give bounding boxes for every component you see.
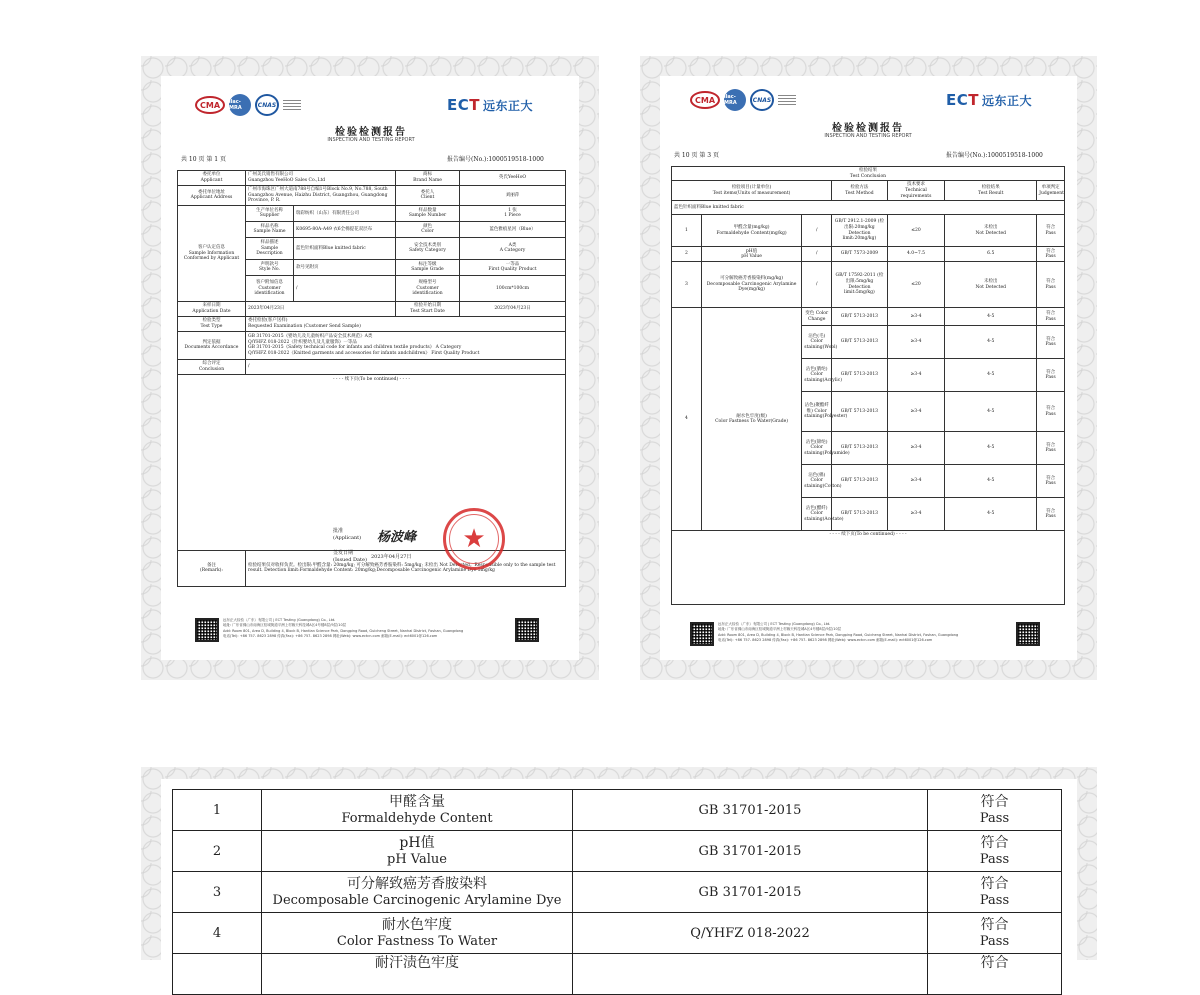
ect-logo: ECT 远东正大 — [447, 96, 534, 114]
value-test-type: 委托检验(客户送样) Requested Examination (Customer Send Sample) — [246, 316, 566, 331]
continued-note: - - - - 续下页(To be continued) - - - - — [672, 531, 1065, 605]
ect-logo: ECT 远东正大 — [946, 91, 1033, 109]
report-number: 报告编号(No.):1000519518-1000 — [447, 156, 544, 163]
value-brand: 英氏YeeHoO — [460, 171, 566, 186]
sample-name-line: 蓝色针织面料Blue knitted fabric — [672, 201, 1065, 215]
value-address: 广州市海珠区广州大道南788号自编1号Block No.9, No.788, South Guangzhou Avenue, Haizhu District, Guangzhou, Guangdong Province, P. R. — [246, 186, 396, 206]
label-conclusion: 综合评定 Conclusion — [178, 359, 246, 374]
value-extra: / — [294, 275, 396, 301]
cert-text-lines — [778, 95, 796, 105]
report-subtitle: INSPECTION AND TESTING REPORT — [327, 137, 415, 143]
label-sample-info: 客户认定信息 Sample Information Conformed by Applicant — [178, 205, 246, 301]
value-sample-name: K0695-80A-A49 衣6全棉提花双层布 — [294, 221, 396, 237]
qr-code-icon — [690, 622, 714, 646]
conclusion-body — [178, 374, 566, 554]
approver-label: 批准 (Applicant) — [333, 528, 362, 541]
report-number: 报告编号(No.):1000519518-1000 — [946, 152, 1043, 159]
table-row: 沾色(锦纶) Color staining(Polyamide) GB/T 5713-2013 ≥3-4 4-5 符合 Pass — [672, 432, 1065, 465]
table-row: 1 甲醛含量(mg/kg) Formaldehyde Content(mg/kg) / GB/T 2912.1-2009 (检出限:20mg/kg Detection limit:20mg/kg) ≤20 未检出 Not Detected 符合 Pass — [672, 215, 1065, 247]
label-brand: 商标 Brand Name — [396, 171, 460, 186]
label-color: 颜色 Color — [396, 221, 460, 237]
qr-code-icon — [1016, 622, 1040, 646]
value-safety: A类 A Category — [460, 237, 566, 259]
qr-code-icon — [515, 618, 539, 642]
ilac-logo: ilac-MRA — [724, 89, 746, 111]
page-count: 共 10 页 第 1 页 — [181, 156, 226, 163]
star-icon: ★ — [462, 524, 486, 554]
cma-logo: CMA — [690, 91, 720, 109]
summary-table — [172, 789, 1062, 995]
table-row: 1 甲醛含量 Formaldehyde Content GB 31701-2015 符合 Pass — [173, 790, 1062, 831]
footer-info: 远东正大检验（广东）有限公司 | ECT Testing (Guangdong) Co., Ltd. 地址: 广东省佛山市南海区桂城街道平洲上村翰天科技城A区4号楼8层/9层/10层 Add: Room 801, Area D, Building 4, Block B, Hantian Science Park, Dongping Road, Guicheng Street, Nanhai District, Foshan, Guangdong 电话(Tel): +86 757- 8623 2898 传真(Fax): +86 757- 8623 2898 网址(Web): www.ectcn.com 邮箱(E-mail): ect6001@126.com — [223, 618, 464, 638]
cert-text-lines — [283, 100, 301, 110]
zoomed-summary — [141, 767, 1097, 971]
header-judgement: 单项判定 Judgement — [1037, 181, 1065, 201]
label-grade: 标注等级 Sample Grade — [396, 259, 460, 275]
value-spec: 100cm*100cm — [460, 275, 566, 301]
value-applicant: 广州美氏销售有限公司 Guangzhou YeeHoO Sales Co.,Ltd — [246, 171, 396, 186]
page-count: 共 10 页 第 3 页 — [674, 152, 719, 159]
label-applicant: 委托单位 Applicant — [178, 171, 246, 186]
value-client: 刘丽萍 — [460, 186, 566, 206]
continued-note: - - - - 续下页(To be continued) - - - - — [332, 376, 411, 382]
report-page-1 — [141, 56, 599, 680]
header-result: 检验结果 Test Result — [945, 181, 1037, 201]
label-start-date: 检验开始日期 Test Start Date — [396, 301, 460, 316]
cma-logo: CMA — [195, 96, 225, 114]
value-conclusion: / — [246, 359, 566, 374]
qr-code-icon — [195, 618, 219, 642]
header-test-method: 检验方法 Test Method — [832, 181, 888, 201]
test-results-table — [671, 166, 1065, 605]
issued-date-value: 2023年04月27日 — [371, 554, 412, 560]
label-remark: 备注 (Remark): — [178, 550, 246, 586]
label-safety: 安全技术类别 Safety Category — [396, 237, 460, 259]
label-test-type: 检验类型 Test Type — [178, 316, 246, 331]
report-title: 检验检测报告 — [832, 123, 904, 134]
value-supplier: 瑞彩纺织（山东）有限责任公司 — [294, 205, 396, 221]
cert-logos — [195, 94, 301, 116]
cert-logos — [690, 89, 796, 111]
label-spec: 规格型号 Customer identification — [396, 275, 460, 301]
value-sample-number: 1 张 1 Piece — [460, 205, 566, 221]
report-title: 检验检测报告 — [335, 127, 407, 138]
table-row: 沾色(聚酯纤维) Color staining(Polyester) GB/T 5713-2013 ≥3-4 4-5 符合 Pass — [672, 392, 1065, 432]
label-sample-name: 样品名称 Sample Name — [246, 221, 294, 237]
value-basis: GB 31701-2015《婴幼儿及儿童纺织产品安全技术规范》A类 Q/YHFZ 018-2022《针织婴幼儿及儿童服饰》一等品 GB 31701-2015《Safety technical code for infants and children textile products》 A Category Q/YHFZ 018-2022《Knitted garments and accessories for infants andchildren》 First Quality Product — [246, 331, 566, 359]
header-requirements: 技术要求 Technical requirements — [887, 181, 945, 201]
footer-info: 远东正大检验（广东）有限公司 | ECT Testing (Guangdong) Co., Ltd. 地址: 广东省佛山市南海区桂城街道平洲上村翰天科技城A区4号楼8层/9层/10层 Add: Room 801, Area D, Building 4, Block B, Hantian Science Park, Dongping Road, Guicheng Street, Nanhai District, Foshan, Guangdong 电话(Tel): +86 757- 8623 2898 传真(Fax): +86 757- 8623 2898 网址(Web): www.ectcn.com 邮箱(E-mail): ect6001@126.com — [718, 622, 959, 642]
label-extra: 客户附加信息 Customer identification — [246, 275, 294, 301]
value-grade: 一等品 First Quality Product — [460, 259, 566, 275]
value-remark: 检验结果仅对收样负责。检出限:甲醛含量: 20mg/kg; 可分解致癌芳香胺染料: 5mg/kg; 未检出 Not Detected。Responsible only to the sample test result. Detection limit:Formaldehyde Content: 20mg/kg;Decomposable Carcinogenic Arylamine Dye 5mg/kg — [246, 550, 566, 586]
value-description: 蓝色针织面料Blue knitted fabric — [294, 237, 396, 259]
table-row: 2 pH值 pH Value / GB/T 7573-2009 4.0~7.5 6.5 符合 Pass — [672, 247, 1065, 262]
table-row: 耐汗渍色牢度 符合 — [173, 954, 1062, 995]
value-app-date: 2023年04月23日 — [246, 301, 396, 316]
cnas-logo: CNAS — [750, 89, 774, 111]
ilac-logo: ilac-MRA — [229, 94, 251, 116]
label-basis: 判定依据 Documents Accordance — [178, 331, 246, 359]
label-client: 委托人 Client — [396, 186, 460, 206]
cnas-logo: CNAS — [255, 94, 279, 116]
table-row: 2 pH值 pH Value GB 31701-2015 符合 Pass — [173, 831, 1062, 872]
table-row: 4 耐水色牢度(级) Color Fastness To Water(Grade) 变色 Color Change GB/T 5713-2013 ≥3-4 4-5 符合 Pass — [672, 308, 1065, 326]
header-test-items: 检验项目(计量单位) Test items(Units of measurement) — [672, 181, 832, 201]
table-row: 沾色(毛) Color staining(Wool) GB/T 5713-2013 ≥3-4 4-5 符合 Pass — [672, 326, 1065, 359]
table-row: 沾色(棉) Color staining(Cotton) GB/T 5713-2013 ≥3-4 4-5 符合 Pass — [672, 465, 1065, 498]
label-description: 样品描述 Sample Description — [246, 237, 294, 259]
value-style: 款号见附页 — [294, 259, 396, 275]
table-row: 3 可分解致癌芳香胺染料 Decomposable Carcinogenic Arylamine Dye GB 31701-2015 符合 Pass — [173, 872, 1062, 913]
value-start-date: 2023年04月23日 — [460, 301, 566, 316]
official-seal — [443, 508, 505, 570]
applicant-info-table — [177, 170, 566, 587]
label-supplier: 生产单位名称 Supplier — [246, 205, 294, 221]
table-row: 4 耐水色牢度 Color Fastness To Water Q/YHFZ 018-2022 符合 Pass — [173, 913, 1062, 954]
label-app-date: 来样日期 Application Date — [178, 301, 246, 316]
label-style: 声明款号 Style No. — [246, 259, 294, 275]
report-page-3 — [640, 56, 1097, 680]
value-color: 蓝色雅痕星河（Blue） — [460, 221, 566, 237]
label-address: 委托单位地址 Applicant Address — [178, 186, 246, 206]
issued-date-label: 签发日期 (Issued Date) — [333, 550, 367, 563]
table-row: 3 可分解致癌芳香胺染料(mg/kg) Decomposable Carcinogenic Arylamine Dye(mg/kg) / GB/T 17592-2011 (检出限:5mg/kg Detection limit:5mg/kg) ≤20 未检出 Not Detected 符合 Pass — [672, 262, 1065, 308]
table-row: 沾色(腈纶) Color staining(Acrylic) GB/T 5713-2013 ≥3-4 4-5 符合 Pass — [672, 359, 1065, 392]
table-row: 沾色(醋纤) Color staining(Acetate) GB/T 5713-2013 ≥3-4 4-5 符合 Pass — [672, 498, 1065, 531]
label-sample-number: 样品数量 Sample Number — [396, 205, 460, 221]
test-conclusion-header: 检验结果 Test Conclusion — [672, 167, 1065, 181]
approver-signature: 杨波峰 — [377, 530, 417, 545]
report-subtitle: INSPECTION AND TESTING REPORT — [824, 133, 912, 139]
